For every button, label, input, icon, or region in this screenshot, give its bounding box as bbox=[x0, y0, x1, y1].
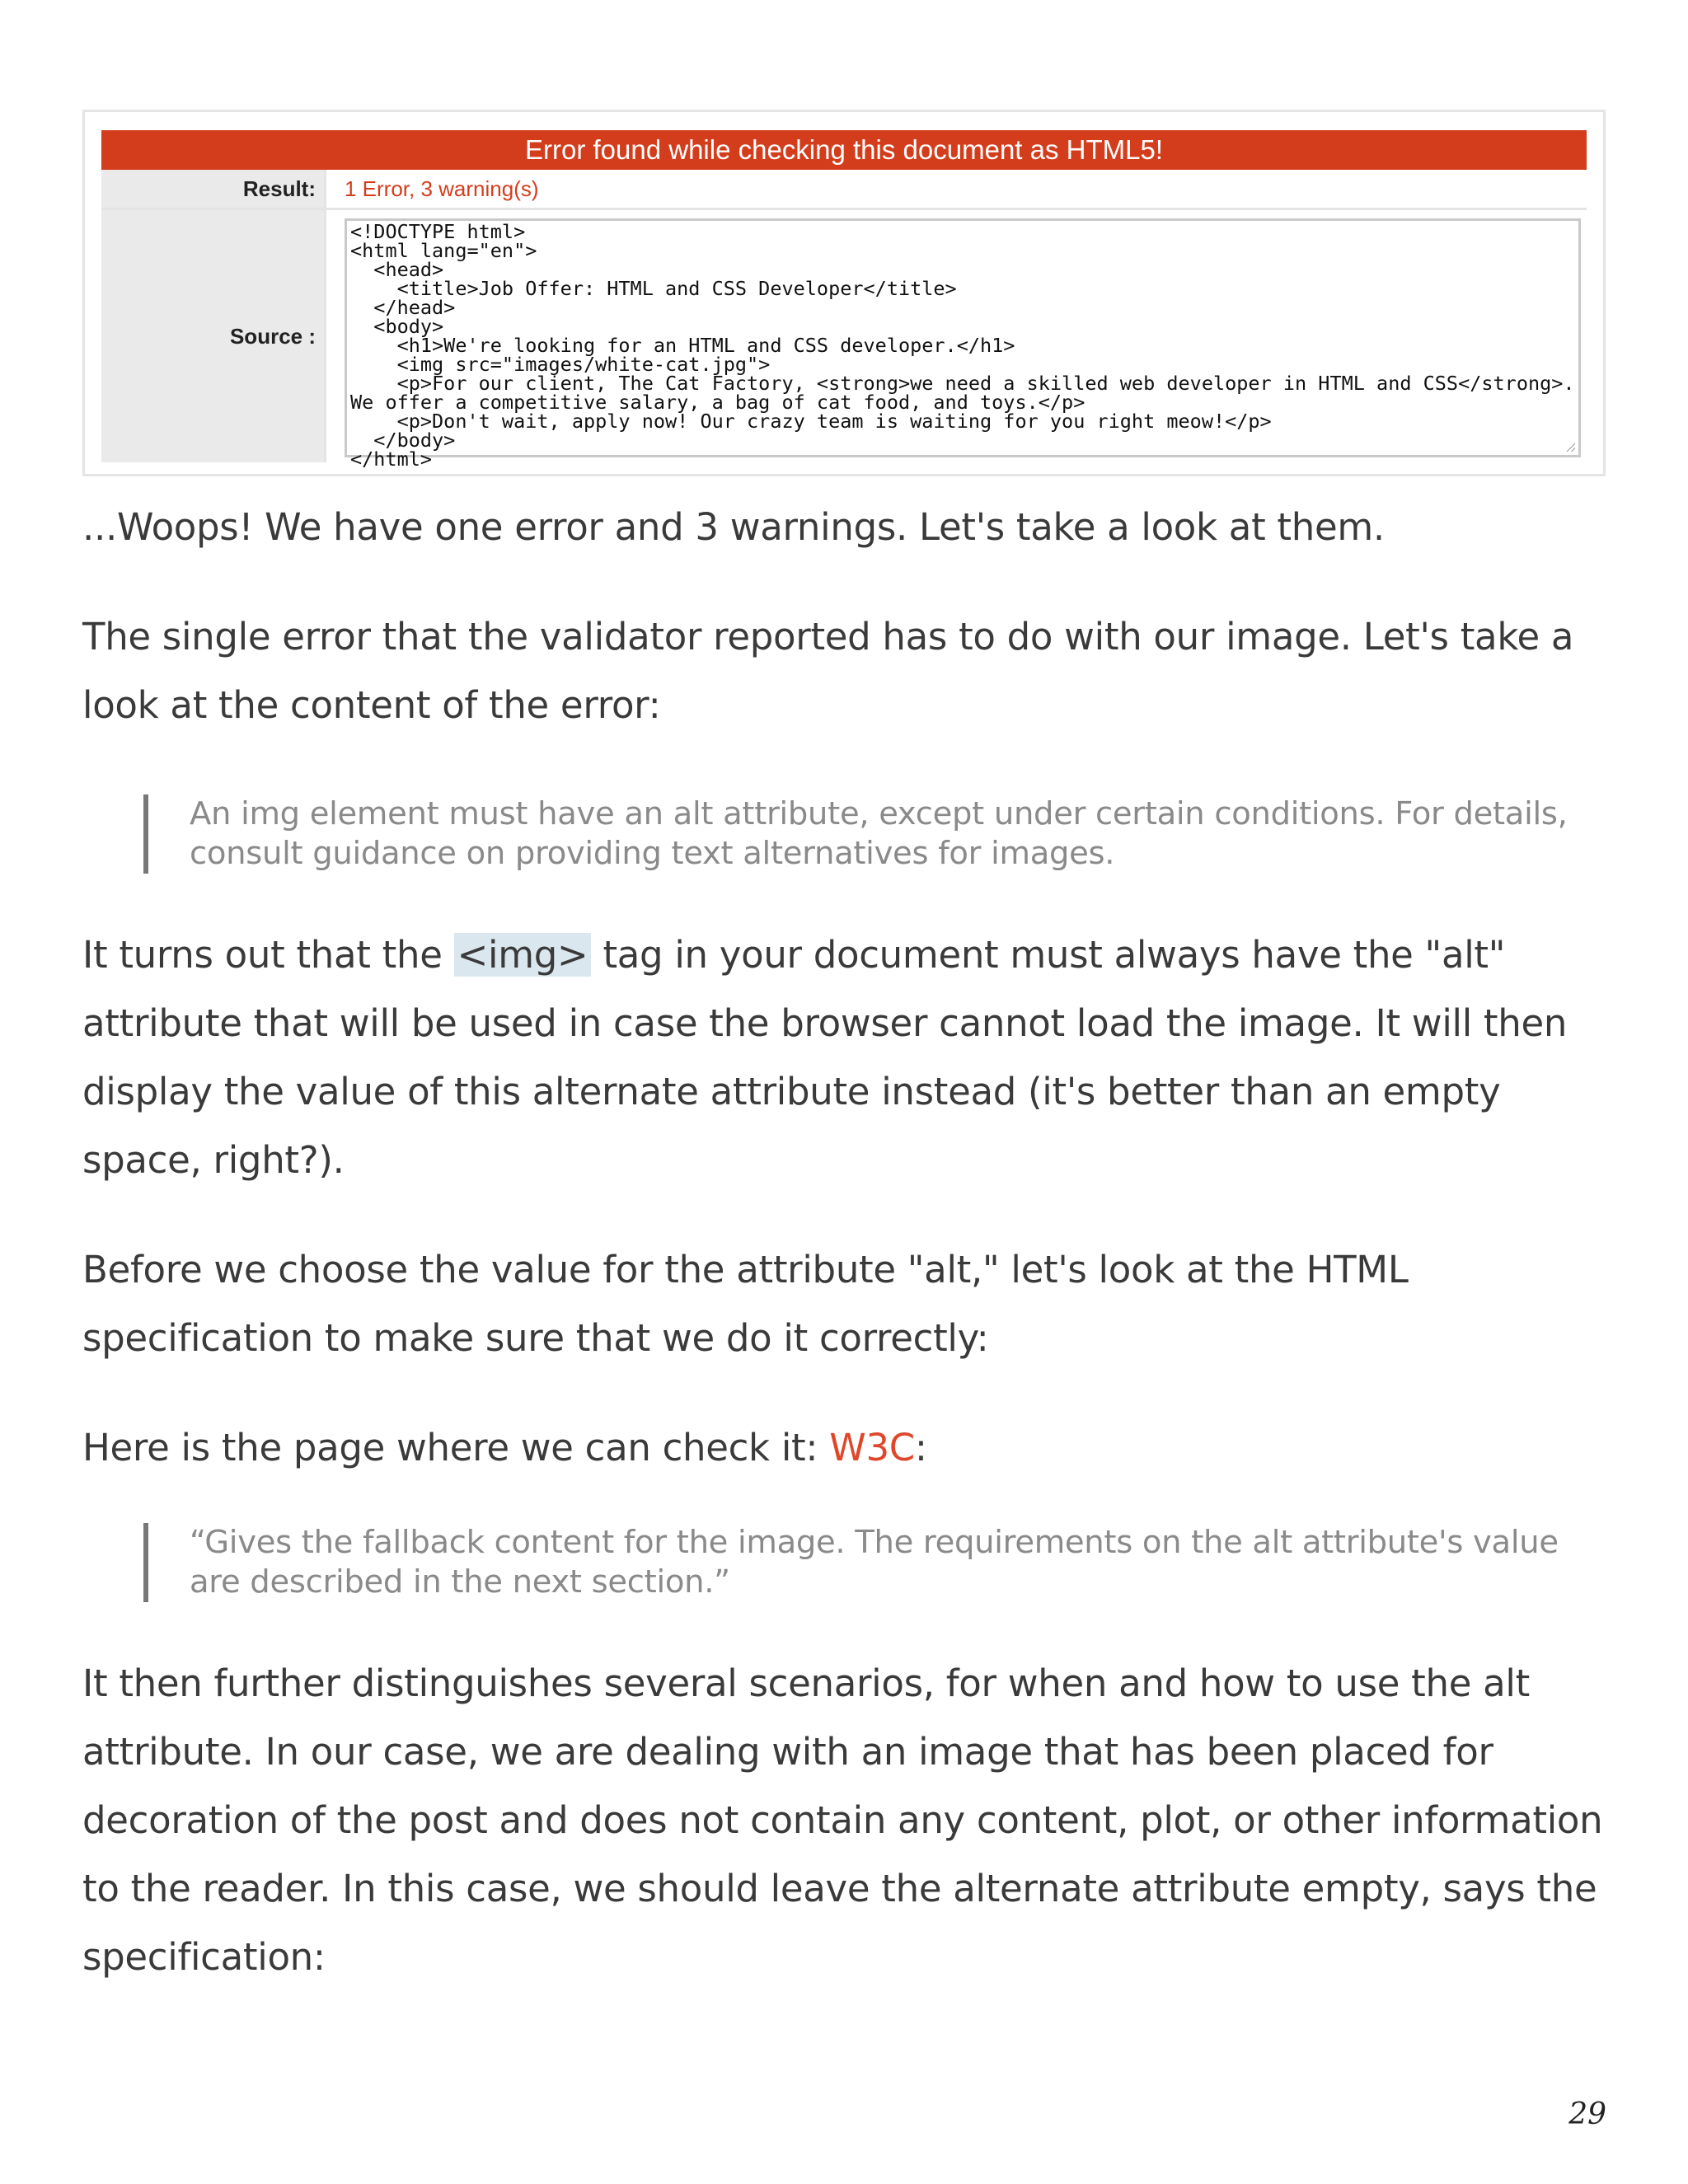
result-value: 1 Error, 3 warning(s) bbox=[324, 170, 1587, 208]
paragraph-img-tag: It turns out that the <img> tag in your document must always have the "alt" attribute that will be used in case the browser cannot load the image. It will then display the value of this alternate attribute instead (it's better than an empty space, right?). bbox=[82, 933, 1568, 1182]
source-textarea[interactable] bbox=[345, 218, 1581, 471]
paragraph-woops: ...Woops! We have one error and 3 warnings. Let's take a look at them. bbox=[82, 505, 1385, 549]
source-row bbox=[101, 210, 1587, 471]
quote-error-text: An img element must have an alt attribute, except under certain conditions. For details, consult guidance on providing text alternatives for images. bbox=[190, 795, 1568, 872]
validator-header: Error found while checking this document as HTML5! bbox=[101, 130, 1587, 170]
page-content bbox=[82, 110, 1606, 1991]
blockquote-error bbox=[143, 794, 1606, 874]
result-row bbox=[101, 170, 1587, 210]
paragraph-scenarios: It then further distinguishes several scenarios, for when and how to use the alt attribute. In our case, we are dealing with an image that has been placed for decoration of the post and does not contain any content, plot, or other information to the reader. In this case, we should leave the alternate attribute empty, says the specification: bbox=[82, 1661, 1603, 1979]
inline-code-img: <img> bbox=[454, 933, 592, 977]
paragraph-error-intro: The single error that the validator reported has to do with our image. Let's take a look at the content of the error: bbox=[82, 615, 1574, 727]
validator-screenshot bbox=[82, 110, 1606, 476]
source-label: Source : bbox=[101, 210, 324, 462]
paragraph-before: Before we choose the value for the attribute "alt," let's look at the HTML specification to make sure that we do it correctly: bbox=[82, 1248, 1409, 1360]
page-number: 29 bbox=[1568, 2097, 1606, 2131]
result-label: Result: bbox=[101, 170, 324, 208]
quote-spec-text: “Gives the fallback content for the image. The requirements on the alt attribute's value are described in the next section.” bbox=[190, 1524, 1559, 1601]
blockquote-spec bbox=[143, 1523, 1606, 1602]
w3c-link[interactable]: W3C bbox=[829, 1426, 915, 1469]
source-code: <!DOCTYPE html> <html lang="en"> <head> <title>Job Offer: HTML and CSS Developer</title> </head> <body> <h1>We're looking for an HTML and CSS developer.</h1> <img src="images/white-cat.jpg"> <p>For our client, The Cat Factory, <strong>we need a skilled web developer in HTML and CSS</strong>. We offer a competitive salary, a bag of cat food, and toys.</p> <p>Don't wait, apply now! Our crazy team is waiting for you right meow!</p> </body> </html> bbox=[350, 220, 1575, 471]
paragraph-here: Here is the page where we can check it: W3C: bbox=[82, 1426, 927, 1469]
resize-grip-icon[interactable] bbox=[1565, 442, 1575, 452]
